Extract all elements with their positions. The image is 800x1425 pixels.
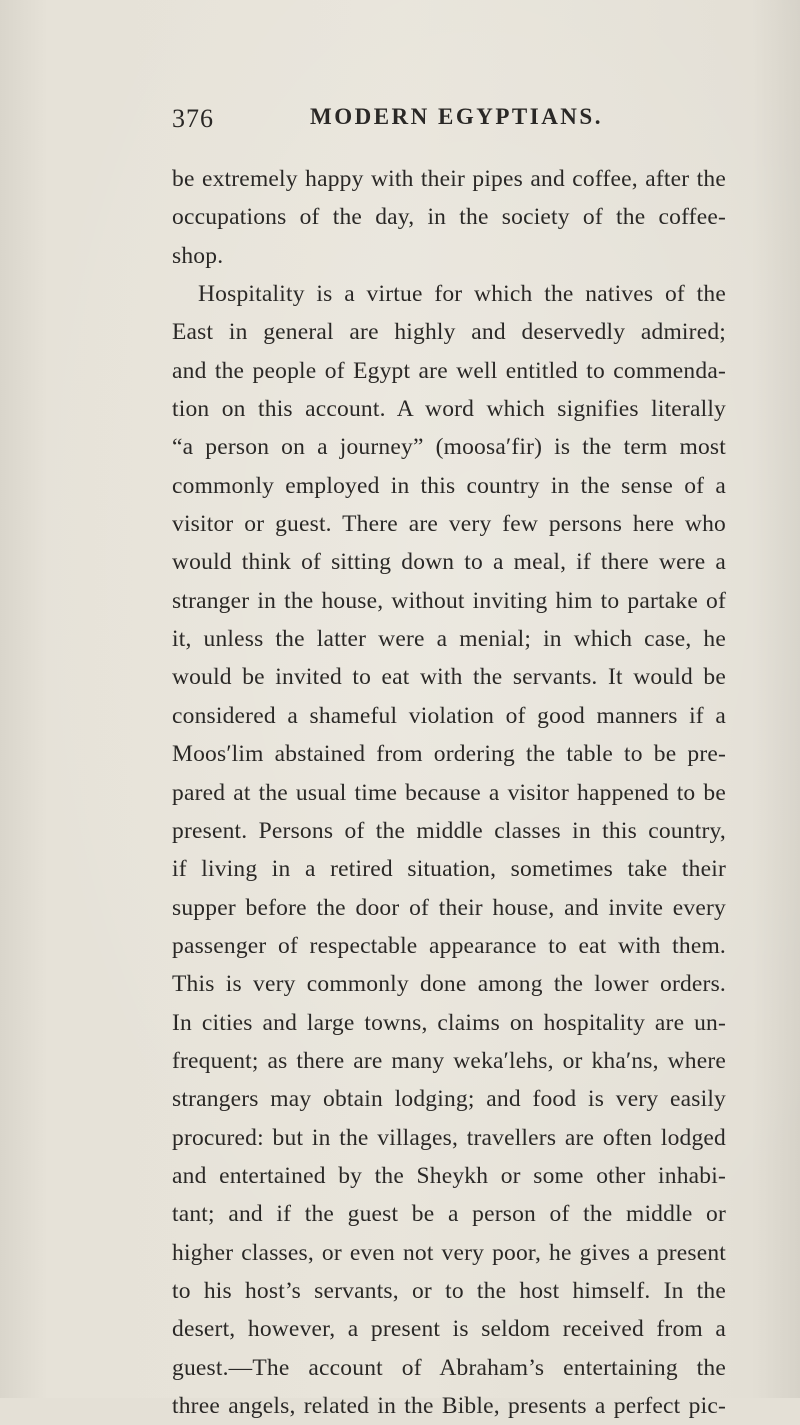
running-head [0,104,800,148]
text-line: passenger of respectable appearance to eat with them. [172,932,726,959]
text-line: supper before the door of their house, and invite every [172,894,726,921]
text-line: occupations of the day, in the society of the coffee- [172,204,726,231]
text-line: “a person on a journey” (moosa′fir) is the term most [172,434,726,461]
text-line: would think of sitting down to a meal, if there were a [172,549,726,576]
text-line: In cities and large towns, claims on hospitality are un- [172,1009,726,1036]
text-line: strangers may obtain lodging; and food is very easily [172,1086,726,1113]
text-line: and entertained by the Sheykh or some other inhabi- [172,1162,726,1189]
text-line: Moos′lim abstained from ordering the table to be pre- [172,741,726,768]
text-line: stranger in the house, without inviting him to partake of [172,587,726,614]
text-line: present. Persons of the middle classes in this country, [172,817,726,844]
running-title: MODERN EGYPTIANS. [310,104,603,129]
text-line: guest.—The account of Abraham’s entertaining the [172,1354,726,1381]
text-line: visitor or guest. There are very few persons here who [172,511,726,538]
text-line: be extremely happy with their pipes and coffee, after the [172,166,726,192]
text-line: would be invited to eat with the servants. It would be [172,664,726,691]
text-line: This is very commonly done among the lower orders. [172,971,726,998]
text-line: pared at the usual time because a visitor happened to be [172,779,726,806]
text-line: frequent; as there are many weka′lehs, or kha′ns, where [172,1047,726,1074]
text-line: if living in a retired situation, sometimes take their [172,856,726,883]
page-number: 376 [172,104,214,133]
text-line: commonly employed in this country in the sense of a [172,472,726,499]
body-text [172,160,726,1425]
text-line: considered a shameful violation of good manners if a [172,702,726,729]
text-line: higher classes, or even not very poor, he gives a present [172,1239,726,1266]
text-line: tion on this account. A word which signifies literally [172,396,726,423]
text-line: East in general are highly and deservedly admired; [172,319,726,346]
text-line: desert, however, a present is seldom received from a [172,1316,726,1343]
text-line: tant; and if the guest be a person of the middle or [172,1201,726,1228]
text-line: three angels, related in the Bible, presents a perfect pic- [172,1393,726,1419]
text-line: procured: but in the villages, travellers are often lodged [172,1124,726,1151]
text-line: it, unless the latter were a menial; in which case, he [172,626,726,653]
text-line: and the people of Egypt are well entitled to commenda- [172,357,726,384]
text-line: Hospitality is a virtue for which the natives of the [198,281,726,308]
text-line: shop. [172,242,224,269]
text-line: to his host’s servants, or to the host himself. In the [172,1277,726,1304]
